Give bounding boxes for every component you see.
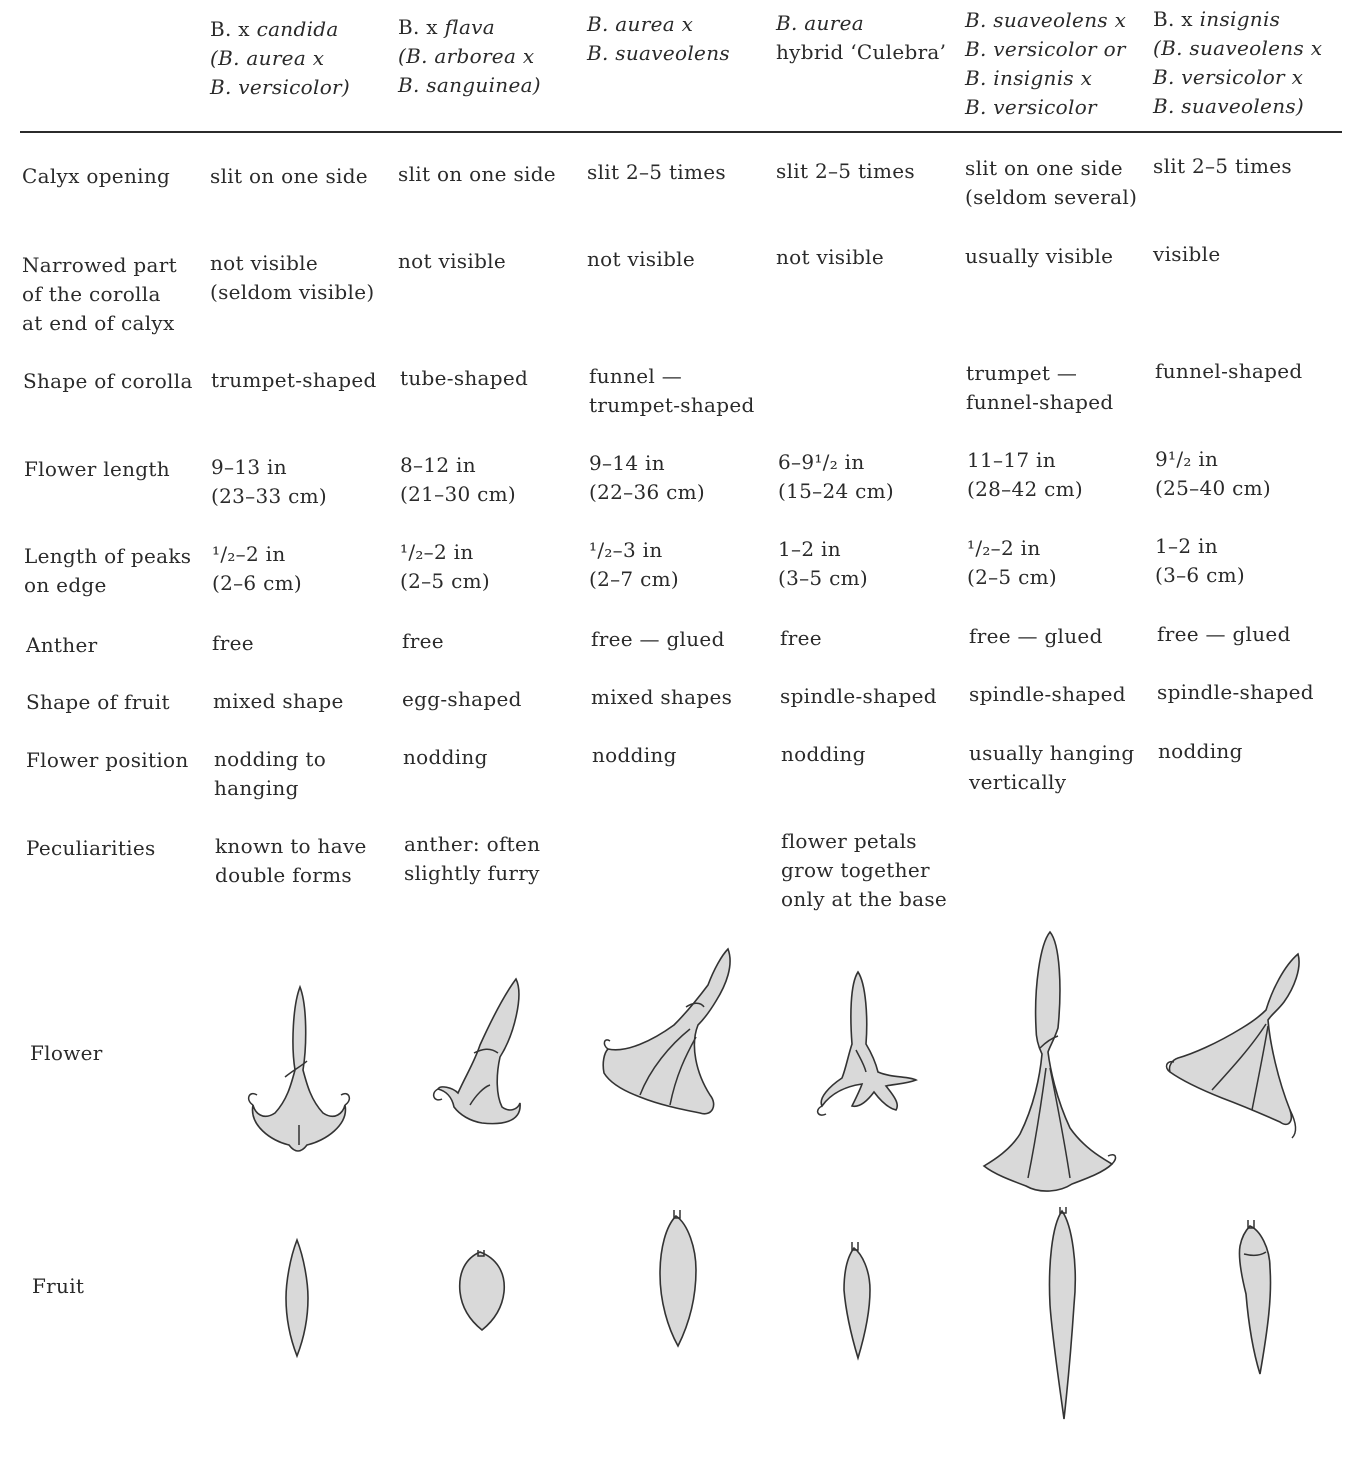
fruit-illustration-5 — [1044, 1205, 1080, 1425]
row-label-calyx — [22, 162, 170, 191]
cell-line: free — glued — [1157, 622, 1291, 646]
header-col-5-line-4: B. versicolor — [965, 95, 1097, 119]
cell-line: 1–2 in — [778, 537, 841, 561]
header-col-1-line-1: B. x candida — [210, 17, 339, 41]
row-label-line: Shape of corolla — [23, 369, 193, 393]
row-label-fruit — [26, 688, 170, 717]
cell-peaks-col-3 — [589, 536, 679, 594]
cell-fruit-col-5 — [969, 680, 1126, 709]
cell-shape-col-1 — [211, 366, 377, 395]
cell-calyx-col-3 — [587, 158, 726, 187]
cell-line: (22–36 cm) — [589, 480, 706, 504]
cell-peaks-col-2 — [400, 538, 490, 596]
cell-fruit-col-6 — [1157, 678, 1314, 707]
cell-line: free — [402, 629, 444, 653]
cell-line: 9¹/₂ in — [1155, 447, 1219, 471]
cell-line: ¹/₂–2 in — [967, 536, 1041, 560]
cell-narrowed-col-4 — [776, 243, 884, 272]
cell-line: slightly furry — [404, 861, 540, 885]
cell-line: vertically — [969, 770, 1067, 794]
flower-illustration-5 — [980, 928, 1120, 1198]
cell-line: 6–9¹/₂ in — [778, 450, 865, 474]
cell-length-col-2 — [400, 451, 516, 509]
cell-line: ¹/₂–2 in — [212, 542, 286, 566]
cell-line: 1–2 in — [1155, 534, 1218, 558]
cell-line: hanging — [214, 776, 299, 800]
cell-fruit-col-3 — [591, 683, 732, 712]
cell-line: (3–6 cm) — [1155, 563, 1245, 587]
cell-line: spindle-shaped — [1157, 680, 1314, 704]
cell-line: trumpet-shaped — [211, 368, 377, 392]
cell-shape-col-3 — [589, 362, 755, 420]
cell-line: (28–42 cm) — [967, 477, 1084, 501]
header-col-5 — [965, 6, 1126, 122]
cell-line: (23–33 cm) — [211, 484, 328, 508]
cell-line: trumpet-shaped — [589, 393, 755, 417]
cell-line: not visible — [587, 247, 696, 271]
cell-length-col-5 — [967, 446, 1083, 504]
row-label-line: at end of calyx — [22, 311, 175, 335]
header-col-3-line-1: B. aurea x — [587, 12, 694, 36]
row-label-position — [26, 746, 189, 775]
cell-line: slit on one side — [210, 164, 368, 188]
cell-narrowed-col-1 — [210, 249, 374, 307]
row-label-line: Flower position — [26, 748, 189, 772]
row-label-peculiar — [26, 834, 156, 863]
cell-line: (2–5 cm) — [400, 569, 490, 593]
cell-line: (3–5 cm) — [778, 566, 868, 590]
cell-line: (21–30 cm) — [400, 482, 517, 506]
cell-calyx-col-2 — [398, 160, 556, 189]
cell-line: spindle-shaped — [969, 682, 1126, 706]
header-col-6-line-3: B. versicolor x — [1153, 65, 1304, 89]
cell-position-col-4 — [781, 740, 866, 769]
header-col-6-line-4: B. suaveolens) — [1153, 94, 1305, 118]
cell-position-col-2 — [403, 743, 488, 772]
cell-line: nodding — [592, 743, 677, 767]
cell-line: ¹/₂–2 in — [400, 540, 474, 564]
cell-line: not visible — [210, 251, 319, 275]
header-col-4-line-1: B. aurea — [776, 11, 864, 35]
cell-line: spindle-shaped — [780, 684, 937, 708]
cell-length-col-6 — [1155, 445, 1271, 503]
row-label-line: Shape of fruit — [26, 690, 170, 714]
cell-line: funnel-shaped — [1155, 359, 1303, 383]
cell-line: free — [780, 626, 822, 650]
header-col-6 — [1153, 5, 1322, 121]
cell-line: known to have — [215, 834, 367, 858]
cell-position-col-6 — [1158, 737, 1243, 766]
cell-line: flower petals — [781, 829, 917, 853]
cell-line: egg-shaped — [402, 687, 522, 711]
fruit-illustration-6 — [1234, 1218, 1278, 1378]
row-label-line: Flower length — [24, 457, 170, 481]
header-col-1-line-3: B. versicolor) — [210, 75, 351, 99]
row-label-line: on edge — [24, 573, 107, 597]
cell-line: usually hanging — [969, 741, 1135, 765]
header-col-4-line-2: hybrid ‘Culebra’ — [776, 40, 947, 64]
header-col-2-line-3: B. sanguinea) — [398, 73, 541, 97]
cell-length-col-3 — [589, 449, 705, 507]
row-label-line: Length of peaks — [24, 544, 192, 568]
cell-peculiar-col-4 — [781, 827, 947, 914]
cell-line: funnel-shaped — [966, 390, 1114, 414]
cell-anther-col-2 — [402, 627, 444, 656]
cell-position-col-1 — [214, 745, 326, 803]
header-col-3-line-2: B. suaveolens — [587, 41, 730, 65]
cell-line: free — glued — [969, 624, 1103, 648]
header-col-2-line-1: B. x flava — [398, 15, 496, 39]
cell-line: funnel — — [589, 364, 683, 388]
row-label-line: Narrowed part — [22, 253, 177, 277]
row-label-line: of the corolla — [22, 282, 161, 306]
cell-line: slit on one side — [398, 162, 556, 186]
cell-line: (seldom several) — [965, 185, 1138, 209]
cell-line: (25–40 cm) — [1155, 476, 1272, 500]
cell-line: (2–7 cm) — [589, 567, 679, 591]
cell-length-col-1 — [211, 453, 327, 511]
cell-position-col-5 — [969, 739, 1134, 797]
cell-peculiar-col-1 — [215, 832, 367, 890]
cell-anther-col-4 — [780, 624, 822, 653]
cell-line: (15–24 cm) — [778, 479, 895, 503]
fruit-illustration-2 — [458, 1248, 508, 1332]
cell-peaks-col-6 — [1155, 532, 1245, 590]
fruit-illustration-4 — [840, 1240, 874, 1360]
cell-line: only at the base — [781, 887, 948, 911]
row-label-line: Calyx opening — [22, 164, 171, 188]
cell-anther-col-6 — [1157, 620, 1291, 649]
cell-line: grow together — [781, 858, 930, 882]
header-col-4 — [776, 9, 946, 67]
cell-calyx-col-5 — [965, 154, 1137, 212]
row-label-peaks — [24, 542, 191, 600]
flower-illustration-1 — [245, 985, 355, 1155]
cell-anther-col-5 — [969, 622, 1103, 651]
cell-line: ¹/₂–3 in — [589, 538, 663, 562]
cell-narrowed-col-5 — [965, 242, 1113, 271]
cell-peculiar-col-2 — [404, 830, 540, 888]
row-label-anther — [26, 631, 97, 660]
cell-line: mixed shape — [213, 689, 344, 713]
cell-calyx-col-1 — [210, 162, 368, 191]
cell-line: (seldom visible) — [210, 280, 375, 304]
header-col-6-line-2: (B. suaveolens x — [1153, 36, 1323, 60]
cell-line: not visible — [776, 245, 885, 269]
fruit-row-label: Fruit — [32, 1274, 85, 1298]
fruit-illustration-1 — [282, 1238, 312, 1358]
cell-line: free — glued — [591, 627, 725, 651]
cell-fruit-col-4 — [780, 682, 937, 711]
cell-calyx-col-4 — [776, 157, 915, 186]
flower-illustration-3 — [600, 945, 750, 1125]
cell-line: visible — [1153, 242, 1221, 266]
cell-line: nodding — [781, 742, 866, 766]
header-divider — [20, 131, 1342, 133]
cell-shape-col-6 — [1155, 357, 1302, 386]
row-label-shape — [23, 367, 193, 396]
cell-length-col-4 — [778, 448, 894, 506]
cell-line: 11–17 in — [967, 448, 1056, 472]
flower-illustration-4 — [812, 968, 922, 1118]
row-label-narrowed — [22, 251, 177, 338]
cell-line: (2–5 cm) — [967, 565, 1057, 589]
header-col-1-line-2: (B. aurea x — [210, 46, 325, 70]
cell-line: not visible — [398, 249, 507, 273]
cell-position-col-3 — [592, 741, 677, 770]
row-label-line: Peculiarities — [26, 836, 156, 860]
cell-fruit-col-1 — [213, 687, 344, 716]
cell-line: nodding to — [214, 747, 327, 771]
header-col-2 — [398, 13, 541, 100]
cell-line: slit 2–5 times — [776, 159, 915, 183]
flower-row-label: Flower — [30, 1041, 103, 1065]
header-col-5-line-2: B. versicolor or — [965, 37, 1126, 61]
cell-line: tube-shaped — [400, 366, 529, 390]
header-col-6-line-1: B. x insignis — [1153, 7, 1281, 31]
header-col-1 — [210, 15, 350, 102]
cell-line: slit 2–5 times — [587, 160, 726, 184]
header-col-2-line-2: (B. arborea x — [398, 44, 535, 68]
cell-line: (2–6 cm) — [212, 571, 302, 595]
row-label-line: Anther — [26, 633, 98, 657]
cell-shape-col-2 — [400, 364, 528, 393]
header-col-5-line-3: B. insignis x — [965, 66, 1093, 90]
flower-illustration-2 — [430, 975, 530, 1135]
flower-illustration-6 — [1162, 950, 1312, 1140]
cell-line: slit on one side — [965, 156, 1123, 180]
cell-line: slit 2–5 times — [1153, 154, 1292, 178]
cell-anther-col-1 — [212, 629, 254, 658]
cell-line: trumpet — — [966, 361, 1078, 385]
cell-line: usually visible — [965, 244, 1114, 268]
cell-line: anther: often — [404, 832, 541, 856]
cell-anther-col-3 — [591, 625, 725, 654]
cell-narrowed-col-3 — [587, 245, 695, 274]
fruit-illustration-3 — [656, 1208, 700, 1348]
cell-line: mixed shapes — [591, 685, 733, 709]
header-col-3 — [587, 10, 730, 68]
cell-line: 9–14 in — [589, 451, 665, 475]
cell-shape-col-5 — [966, 359, 1113, 417]
cell-fruit-col-2 — [402, 685, 522, 714]
cell-line: free — [212, 631, 254, 655]
cell-narrowed-col-2 — [398, 247, 506, 276]
cell-line: 8–12 in — [400, 453, 476, 477]
cell-narrowed-col-6 — [1153, 240, 1221, 269]
cell-line: nodding — [1158, 739, 1243, 763]
cell-line: 9–13 in — [211, 455, 287, 479]
cell-line: nodding — [403, 745, 488, 769]
cell-peaks-col-1 — [212, 540, 302, 598]
cell-peaks-col-4 — [778, 535, 868, 593]
cell-line: double forms — [215, 863, 352, 887]
cell-calyx-col-6 — [1153, 152, 1292, 181]
cell-peaks-col-5 — [967, 534, 1057, 592]
header-col-5-line-1: B. suaveolens x — [965, 8, 1127, 32]
row-label-length — [24, 455, 170, 484]
